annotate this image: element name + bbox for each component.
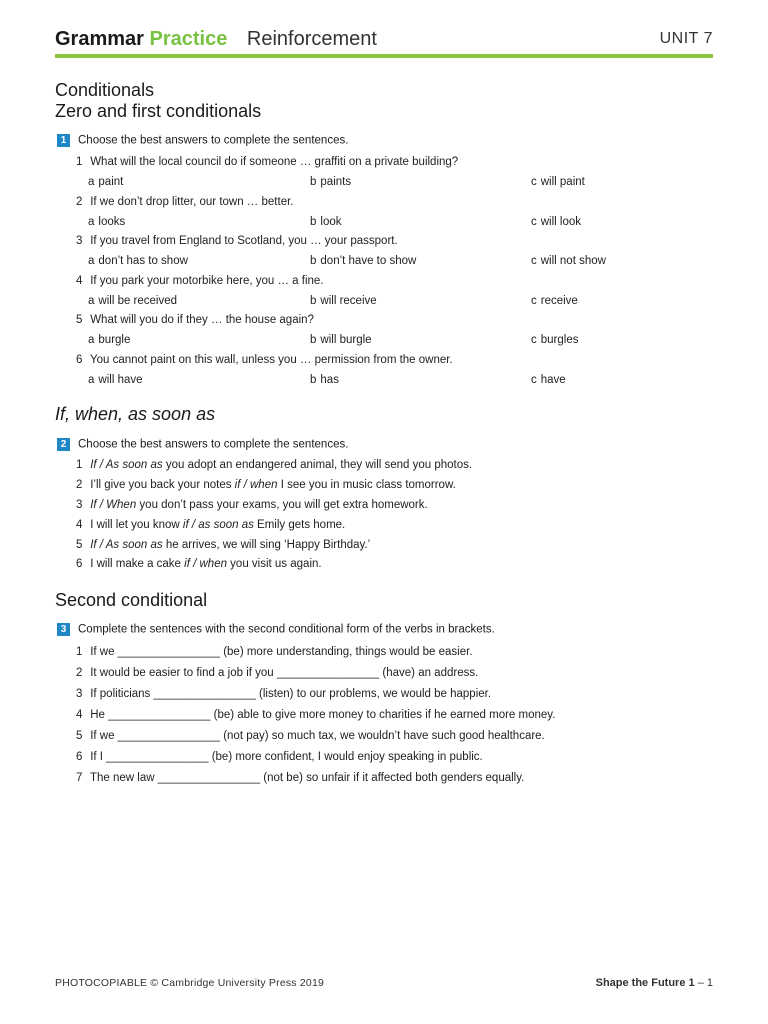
option-b[interactable] <box>310 255 416 267</box>
task3-item[interactable] <box>76 688 491 700</box>
option-text: will have <box>98 374 143 386</box>
option-a[interactable] <box>88 216 125 228</box>
item-text-post: you visit us again. <box>226 558 322 570</box>
option-text: burgles <box>540 334 579 346</box>
option-letter: b <box>310 176 317 188</box>
option-c[interactable] <box>531 374 566 386</box>
option-text: will receive <box>320 295 377 307</box>
option-a[interactable] <box>88 176 123 188</box>
task2-badge: 2 <box>57 438 70 451</box>
brand-accent: Practice <box>149 28 228 50</box>
task3-item[interactable] <box>76 709 555 721</box>
brand-title <box>55 28 377 51</box>
task1-question <box>76 314 314 326</box>
item-number: 4 <box>76 709 83 721</box>
option-a[interactable] <box>88 295 177 307</box>
task2-item <box>76 539 370 551</box>
section1-title-line1: Conditionals <box>55 80 155 100</box>
question-text: If we don’t drop litter, our town … better. <box>90 196 294 208</box>
option-c[interactable] <box>531 255 606 267</box>
task1-text: Choose the best answers to complete the sentences. <box>78 134 349 147</box>
item-number: 6 <box>76 558 83 570</box>
item-text-post: I see you in music class tomorrow. <box>277 479 456 491</box>
task2-item <box>76 558 322 570</box>
question-number: 5 <box>76 314 83 326</box>
task1-question <box>76 196 293 208</box>
item-text: The new law ________________ (not be) so unfair if it affected both genders equally. <box>90 772 525 784</box>
question-text: You cannot paint on this wall, unless you … permission from the owner. <box>90 354 453 366</box>
question-text: If you park your motorbike here, you … a fine. <box>90 275 324 287</box>
task1-question <box>76 156 458 168</box>
item-number: 3 <box>76 688 83 700</box>
option-text: paint <box>98 176 124 188</box>
option-c[interactable] <box>531 216 581 228</box>
section3-title: Second conditional <box>55 590 208 610</box>
task3-item[interactable] <box>76 751 483 763</box>
option-text: don’t has to show <box>98 255 188 267</box>
item-number: 4 <box>76 519 83 531</box>
option-letter: c <box>531 216 537 228</box>
item-text-post: you don’t pass your exams, you will get extra homework. <box>136 499 428 511</box>
item-number: 3 <box>76 499 83 511</box>
item-text: It would be easier to find a job if you ________________ (have) an address. <box>90 667 479 679</box>
option-letter: c <box>531 374 537 386</box>
item-number: 2 <box>76 667 83 679</box>
task2-instruction <box>57 438 348 451</box>
option-letter: c <box>531 176 537 188</box>
option-letter: a <box>88 176 95 188</box>
option-letter: a <box>88 295 95 307</box>
option-c[interactable] <box>531 295 578 307</box>
item-text-pre: I will make a cake <box>90 558 185 570</box>
option-b[interactable] <box>310 374 339 386</box>
item-text: He ________________ (be) able to give more money to charities if he earned more money. <box>90 709 556 721</box>
item-number: 1 <box>76 646 83 658</box>
item-number: 6 <box>76 751 83 763</box>
item-choice[interactable]: if / when <box>234 479 278 491</box>
option-text: paints <box>320 176 352 188</box>
task1-question <box>76 235 398 247</box>
brand-main: Grammar <box>55 28 144 50</box>
option-letter: a <box>88 334 95 346</box>
item-choice[interactable]: If / When <box>90 499 137 511</box>
option-letter: c <box>531 295 537 307</box>
option-letter: a <box>88 255 95 267</box>
option-a[interactable] <box>88 334 130 346</box>
item-text: If politicians ________________ (listen) to our problems, we would be happier. <box>90 688 492 700</box>
task1-instruction <box>57 134 348 147</box>
option-text: have <box>540 374 566 386</box>
item-number: 5 <box>76 539 83 551</box>
option-text: has <box>320 374 339 386</box>
task1-question <box>76 354 453 366</box>
item-text-post: Emily gets home. <box>253 519 346 531</box>
option-text: looks <box>98 216 126 228</box>
option-letter: b <box>310 255 317 267</box>
option-letter: a <box>88 216 95 228</box>
option-letter: c <box>531 334 537 346</box>
option-c[interactable] <box>531 176 585 188</box>
option-letter: b <box>310 334 317 346</box>
option-text: will not show <box>540 255 606 267</box>
option-text: receive <box>540 295 578 307</box>
task2-item <box>76 459 472 471</box>
option-b[interactable] <box>310 295 377 307</box>
task3-instruction <box>57 623 495 636</box>
item-text-post: he arrives, we will sing ‘Happy Birthday.’ <box>162 539 371 551</box>
option-b[interactable] <box>310 216 342 228</box>
task3-item[interactable] <box>76 646 473 658</box>
section2-title: If, when, as soon as <box>55 404 216 424</box>
question-text: If you travel from England to Scotland, you … your passport. <box>90 235 398 247</box>
item-text: If we ________________ (be) more understanding, things would be easier. <box>90 646 473 658</box>
option-letter: c <box>531 255 537 267</box>
task1-badge: 1 <box>57 134 70 147</box>
question-text: What will you do if they … the house again? <box>90 314 314 326</box>
item-text-post: you adopt an endangered animal, they will send you photos. <box>162 459 473 471</box>
footer-page-info <box>596 977 713 989</box>
option-letter: b <box>310 216 317 228</box>
option-letter: a <box>88 374 95 386</box>
footer-book-title: Shape the Future 1 <box>595 977 695 989</box>
item-text-pre: I’ll give you back your notes <box>90 479 235 491</box>
option-text: will burgle <box>320 334 372 346</box>
brand-subtitle: Reinforcement <box>246 28 377 50</box>
item-choice[interactable]: If / As soon as <box>90 539 163 551</box>
task3-item[interactable] <box>76 667 478 679</box>
option-text: look <box>320 216 342 228</box>
option-letter: b <box>310 374 317 386</box>
option-letter: b <box>310 295 317 307</box>
task1-question <box>76 275 324 287</box>
item-number: 1 <box>76 459 83 471</box>
item-number: 2 <box>76 479 83 491</box>
question-number: 4 <box>76 275 83 287</box>
unit-label: UNIT 7 <box>659 30 713 47</box>
option-a[interactable] <box>88 255 188 267</box>
option-b[interactable] <box>310 176 351 188</box>
question-text: What will the local council do if someone … graffiti on a private building? <box>90 156 459 168</box>
option-text: don’t have to show <box>320 255 417 267</box>
item-text: If we ________________ (not pay) so much tax, we wouldn’t have such good healthcare. <box>90 730 545 742</box>
task2-text: Choose the best answers to complete the sentences. <box>78 438 349 451</box>
header-rule <box>55 54 713 58</box>
question-number: 6 <box>76 354 83 366</box>
item-text: If I ________________ (be) more confident, I would enjoy speaking in public. <box>90 751 483 763</box>
task2-item <box>76 499 428 511</box>
task3-item[interactable] <box>76 772 524 784</box>
page-header <box>55 26 713 56</box>
item-choice[interactable]: if / when <box>184 558 227 570</box>
item-choice[interactable]: If / As soon as <box>90 459 163 471</box>
option-text: will look <box>540 216 582 228</box>
option-text: will paint <box>540 176 585 188</box>
question-number: 3 <box>76 235 83 247</box>
question-number: 2 <box>76 196 83 208</box>
footer-page-number: – 1 <box>694 977 713 989</box>
task2-item <box>76 479 456 491</box>
task3-badge: 3 <box>57 623 70 636</box>
item-text-pre: I will let you know <box>90 519 183 531</box>
task2-item <box>76 519 345 531</box>
option-c[interactable] <box>531 334 578 346</box>
item-number: 5 <box>76 730 83 742</box>
option-text: burgle <box>98 334 131 346</box>
task3-text: Complete the sentences with the second conditional form of the verbs in brackets. <box>78 623 495 636</box>
option-b[interactable] <box>310 334 372 346</box>
footer-copyright: PHOTOCOPIABLE © Cambridge University Press 2019 <box>55 977 325 989</box>
item-number: 7 <box>76 772 83 784</box>
option-a[interactable] <box>88 374 143 386</box>
option-text: will be received <box>98 295 178 307</box>
question-number: 1 <box>76 156 83 168</box>
item-choice[interactable]: if / as soon as <box>182 519 254 531</box>
task3-item[interactable] <box>76 730 545 742</box>
section1-title-line2: Zero and first conditionals <box>55 101 262 121</box>
